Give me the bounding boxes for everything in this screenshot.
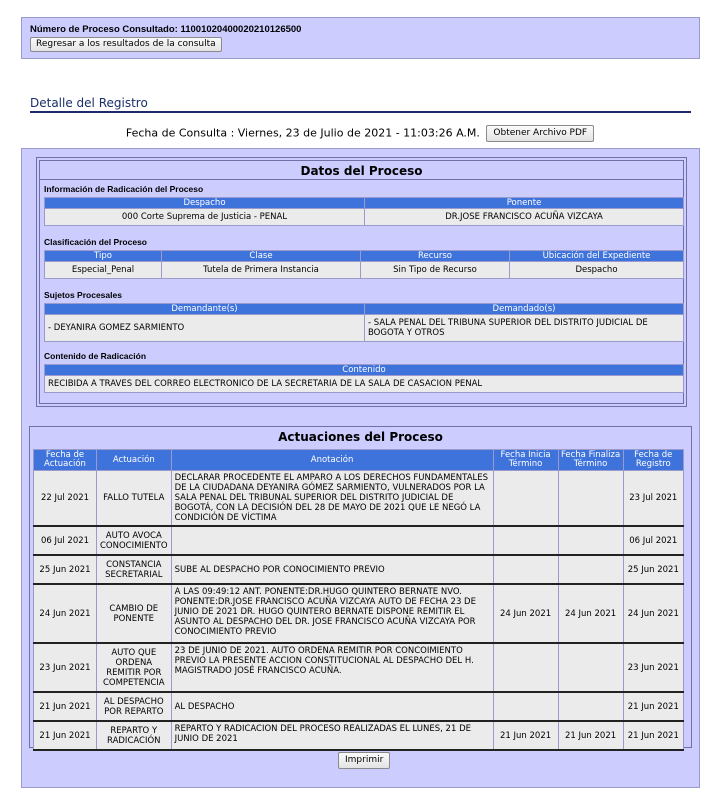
row-anotacion: AL DESPACHO: [171, 692, 493, 721]
row-fecha: 25 Jun 2021: [34, 555, 97, 584]
row-actuacion: CAMBIO DE PONENTE: [97, 584, 172, 643]
row-registro: 06 Jul 2021: [623, 526, 683, 555]
col-fecha-actuacion: Fecha de Actuación: [34, 450, 97, 471]
actuaciones-title: Actuaciones del Proceso: [278, 430, 443, 444]
row-fecha: 24 Jun 2021: [34, 584, 97, 643]
sujetos-heading: Sujetos Procesales: [44, 290, 122, 300]
consult-date: Fecha de Consulta : Viernes, 23 de Julio de 2021 - 11:03:26 A.M.: [125, 126, 480, 140]
row-registro: 23 Jul 2021: [623, 471, 683, 527]
get-pdf-button[interactable]: Obtener Archivo PDF: [486, 125, 594, 142]
row-actuacion: CONSTANCIA SECRETARIAL: [97, 555, 172, 584]
ponente-value: DR.JOSE FRANCISCO ACUÑA VIZCAYA: [365, 209, 684, 226]
consult-date-row: [0, 125, 720, 142]
demandante-value: - DEYANIRA GOMEZ SARMIENTO: [45, 315, 365, 342]
despacho-value: 000 Corte Suprema de Justicia - PENAL: [45, 209, 365, 226]
ubicacion-value: Despacho: [510, 262, 684, 279]
col-demandado: Demandado(s): [365, 304, 684, 315]
row-fecha: 23 Jun 2021: [34, 643, 97, 692]
back-to-results-button[interactable]: Regresar a los resultados de la consulta: [30, 37, 222, 52]
row-actuacion: AUTO AVOCA CONOCIMIENTO: [97, 526, 172, 555]
row-anotacion: 23 DE JUNIO DE 2021. AUTO ORDENA REMITIR POR CONCOIMIENTO PREVIO LA PRESENTE ACCION CONSTITUCIONAL AL DESPACHO DEL H. MAGISTRADO JOSÉ FRANCISCO ACUÑA.: [171, 643, 493, 692]
actuaciones-table: [33, 449, 684, 751]
row-finaliza: [558, 643, 623, 692]
col-ponente: Ponente: [365, 198, 684, 209]
row-registro: 24 Jun 2021: [623, 584, 683, 643]
col-fecha-registro: Fecha de Registro: [623, 450, 683, 471]
col-fecha-finaliza: Fecha Finaliza Término: [558, 450, 623, 471]
main-panel: [21, 148, 700, 788]
row-finaliza: [558, 555, 623, 584]
row-anotacion: DECLARAR PROCEDENTE EL AMPARO A LOS DERECHOS FUNDAMENTALES DE LA CIUDADANA DEYANIRA GÓMEZ SARMIENTO, VULNERADOS POR LA SALA PENAL DEL TRIBUNAL SUPERIOR DEL DISTRITO JUDICIAL DE BOGOTÁ, CON LA DECISIÓN DEL 28 DE MAYO DE 2021 QUE LE NEGÓ LA CONDICIÓN DE VÍCTIMA: [171, 471, 493, 527]
table-row: [34, 555, 684, 584]
col-anotacion: Anotación: [171, 450, 493, 471]
col-actuacion: Actuación: [97, 450, 172, 471]
row-inicia: 21 Jun 2021: [493, 721, 558, 750]
datos-section: [36, 157, 687, 407]
process-number-line: [30, 24, 691, 35]
row-finaliza: 24 Jun 2021: [558, 584, 623, 643]
col-fecha-inicia: Fecha Inicia Término: [493, 450, 558, 471]
process-header-box: [21, 17, 700, 59]
row-inicia: [493, 555, 558, 584]
col-demandante: Demandante(s): [45, 304, 365, 315]
row-inicia: 24 Jun 2021: [493, 584, 558, 643]
clasificacion-heading: Clasificación del Proceso: [44, 237, 147, 247]
row-fecha: 22 Jul 2021: [34, 471, 97, 527]
col-contenido: Contenido: [45, 365, 684, 376]
col-tipo: Tipo: [45, 251, 162, 262]
table-row: [34, 584, 684, 643]
row-anotacion: A LAS 09:49:12 ANT. PONENTE:DR.HUGO QUINTERO BERNATE NVO. PONENTE:DR.JOSE FRANCISCO ACUÑA VIZCAYA AUTO DE FECHA 23 DE JUNIO DE 2021 DR. HUGO QUINTERO BERNATE DISPONE REMITIR EL ASUNTO AL DESPACHO DEL DR. JOSE FRANCISCO ACUÑA VIZCAYA POR CONOCIMIENTO PREVIO: [171, 584, 493, 643]
row-finaliza: [558, 692, 623, 721]
row-actuacion: REPARTO Y RADICACIÓN: [97, 721, 172, 750]
row-inicia: [493, 692, 558, 721]
row-registro: 23 Jun 2021: [623, 643, 683, 692]
clase-value: Tutela de Primera Instancia: [162, 262, 361, 279]
recurso-value: Sin Tipo de Recurso: [361, 262, 510, 279]
row-registro: 25 Jun 2021: [623, 555, 683, 584]
process-label: Número de Proceso Consultado:: [30, 24, 178, 35]
row-inicia: [493, 471, 558, 527]
row-inicia: [493, 526, 558, 555]
row-fecha: 21 Jun 2021: [34, 721, 97, 750]
row-anotacion: [171, 526, 493, 555]
clasificacion-table: [44, 250, 684, 279]
table-row: [34, 692, 684, 721]
row-anotacion: REPARTO Y RADICACION DEL PROCESO REALIZADAS EL LUNES, 21 DE JUNIO DE 2021: [171, 721, 493, 750]
col-recurso: Recurso: [361, 251, 510, 262]
contenido-table: [44, 364, 684, 393]
col-ubicacion: Ubicación del Expediente: [510, 251, 684, 262]
row-inicia: [493, 643, 558, 692]
row-finaliza: [558, 526, 623, 555]
table-row: [34, 721, 684, 750]
actuaciones-section: [29, 426, 692, 748]
contenido-value: RECIBIDA A TRAVES DEL CORREO ELECTRONICO DE LA SECRETARIA DE LA SALA DE CASACION PENAL: [45, 376, 684, 393]
table-row: [34, 526, 684, 555]
page-title: Detalle del Registro: [30, 96, 691, 113]
process-number: 11001020400020210126500: [180, 24, 302, 35]
sujetos-table: [44, 303, 684, 342]
datos-inner: [39, 160, 684, 404]
tipo-value: Especial_Penal: [45, 262, 162, 279]
row-actuacion: AL DESPACHO POR REPARTO: [97, 692, 172, 721]
row-finaliza: 21 Jun 2021: [558, 721, 623, 750]
table-row: [34, 471, 684, 527]
col-despacho: Despacho: [45, 198, 365, 209]
radicacion-heading: Información de Radicación del Proceso: [44, 184, 204, 194]
contenido-heading: Contenido de Radicación: [44, 351, 147, 361]
row-fecha: 06 Jul 2021: [34, 526, 97, 555]
datos-title: Datos del Proceso: [40, 161, 683, 180]
table-row: [34, 643, 684, 692]
row-registro: 21 Jun 2021: [623, 721, 683, 750]
radicacion-table: [44, 197, 684, 226]
row-actuacion: AUTO QUE ORDENA REMITIR POR COMPETENCIA: [97, 643, 172, 692]
row-finaliza: [558, 471, 623, 527]
demandado-value: - SALA PENAL DEL TRIBUNA SUPERIOR DEL DISTRITO JUDICIAL DE BOGOTA Y OTROS: [365, 315, 684, 342]
row-anotacion: SUBE AL DESPACHO POR CONOCIMIENTO PREVIO: [171, 555, 493, 584]
row-actuacion: FALLO TUTELA: [97, 471, 172, 527]
row-registro: 21 Jun 2021: [623, 692, 683, 721]
col-clase: Clase: [162, 251, 361, 262]
print-button[interactable]: Imprimir: [338, 752, 390, 769]
row-fecha: 21 Jun 2021: [34, 692, 97, 721]
